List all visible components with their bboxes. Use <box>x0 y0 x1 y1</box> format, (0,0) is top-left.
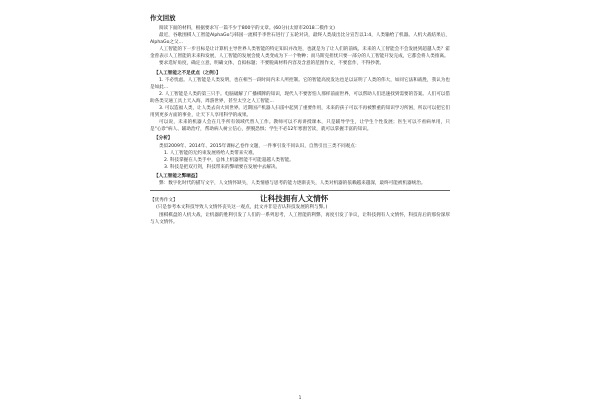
essay-prompt: 阅读下面的材料，根据要求写一篇不少于800字的文章。(60分)(太原市2018二模作文) <box>159 26 335 31</box>
section-heading-advantages: 【人工智能之不足优点（之例）】 <box>154 70 221 76</box>
page-number: 1 <box>298 395 302 400</box>
viewpoint-paragraph: 可以说，未来的机器人会在几乎所有领域代替人工作。教师可以不再讲授课本，只是辅导学生，让学生个性发展；医生可以不看病单用，只是"心诊"病人、辅助治疗，帮助病人树立信心，摆脱恐惧；学生不必12年寒窗苦读，就可以掌握丰富的知识。 <box>150 120 450 133</box>
divider <box>150 190 450 191</box>
point-3: 3. 可以造福人类，让人类去向大同世界。近期国产机器人扫雷中起到了重要作用，未来的孩子可以不再被繁重的知识学习所困，所以可以把它们用到更多方面的事业，让天下人享用科学的成果。 <box>150 106 450 119</box>
essay-header <box>150 193 450 204</box>
point-1: 1. 不必忧虑。人工智能是人类发明，也在相当一段时间内未人所控制。它的智能高度发达也足以证明了人类的伟大，如同它法和战胜，我认为也是如此... <box>150 77 450 90</box>
material-paragraph-3: 要求选好角度，确定立意，明确文体，自拟标题；不要脱离材料内容及含意的范围作文，不要套作，不得抄袭。 <box>159 61 385 67</box>
material-paragraph-1: 最近，谷歌围棋人工智能AlphaGo与韩国一流棋手李世石进行了五轮对决，最终人类战出比分宣告以1:4，人类输给了机器。人机大战结果后，AlphaGo之父... <box>150 33 450 46</box>
analysis-paragraph: 类似2009年、2014年、2015年课标乙卷作文题，一件事引发不同认识，自然引出三类不同观点： <box>159 143 360 149</box>
essay-paragraph-1: 围棋棋盘的人机大战，让机器的胜利引发了人们的一系列思考，人工智能的利弊，再度引发了争议，让科技拥有人文情怀，科技育后的那份深厚与人文情怀。 <box>150 213 450 226</box>
essay-tag: 【优秀作文】 <box>150 198 178 204</box>
view-item-1: 1. 人工智能的无约束发展将给人类带来灾难。 <box>164 150 258 156</box>
view-item-3: 3. 科技是把双刃剑，科技带来的弊端要在发展中去解决。 <box>164 164 281 170</box>
doc-title: 作文回放 <box>150 14 176 22</box>
section-heading-harm: 【人工智能之弊端益】 <box>154 173 200 179</box>
view-item-2: 2. 科技掌握在人类手中，总体上机器智能不可能超越人类智能。 <box>164 157 294 163</box>
harm-paragraph: 弊：数字化时代的描写文字，人文情怀缺失，人类情感与思考的能力逐渐丧失，人类对机器的依赖越来越深，最终可能被机器统治。 <box>159 180 426 186</box>
document-page <box>150 14 450 400</box>
material-paragraph-2: 人工智能的下一步目标是让计算机主导世界人类智能的特定知识并改进，也就是为了让人们的前线。未来的人工智能会不会发展到超越人类？霍金曾表示人工智能的未来和发展，人工智能的发展会使人类变成为下一个物种；而马斯克担忧只要一部分的人工智能开发完成，它都会将人类推离。 <box>150 47 450 60</box>
section-heading-analysis: 【分析】 <box>154 136 173 142</box>
essay-note: (只是参考本文科技导致人文情怀丧失这一观点，此文并非是否认科技发展的利与弊。) <box>156 205 328 211</box>
essay-title: 让科技拥有人文情怀 <box>260 194 329 204</box>
point-2: 2. 人工智能是人类的第三只手。电脑破解了广播棋牌的知识，现代人不要害怕人那样前面世界，可以帮助人们迅速找到需要的答案。人们可以借助各类交通工具上天入海，周游世界，甚至太空之人工智能... <box>150 91 450 104</box>
